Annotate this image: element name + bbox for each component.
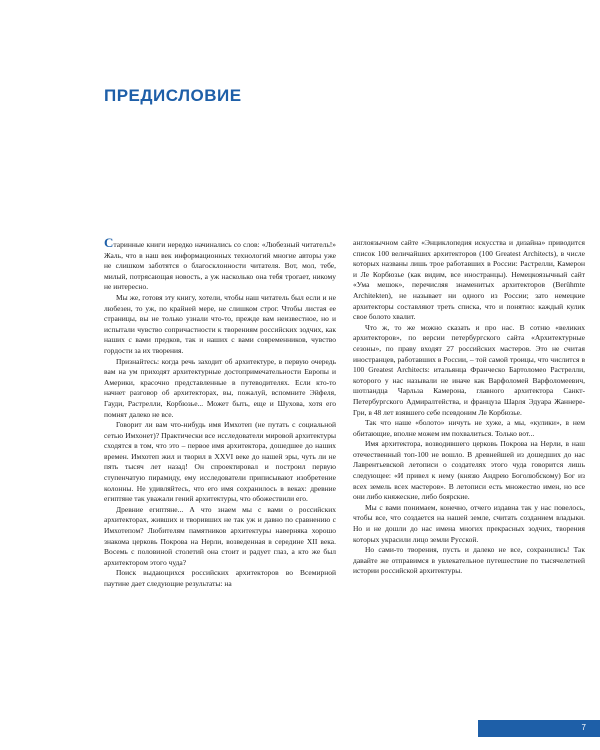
- paragraph: англоязычном сайте «Энциклопедия искусства и дизайна» приводится список 100 величайших архитекторов (100 Greatest Architects), в числе которых названы лишь трое работавших в России: Растрелли, Камерон и Ле Корбюзье (как видим, все иностранцы). Немецкоязычный сайт «Ума мешок», перечисляя знаменитых архитекторов (Berühmte Architekten), не называет ни одного из России; зато немецкие архитекторы составляют треть списка, что и понятно: каждый кулик свое болото хвалит.: [353, 238, 585, 322]
- paragraph: Мы с вами понимаем, конечно, отчего издавна так у нас повелось, чтобы все, что создается на нашей земле, считать созданием владыки. Но и не дошли до нас имена многих прекрасных зодчих, творения которых украсили лицо земли Русской.: [353, 502, 585, 544]
- paragraph: Говорит ли вам что-нибудь имя Имхотеп (не путать с социальной сетью Имхонет)? Практически все исследователи мировой архитектуры сходятся в том, что это – первое имя архитектора, дошедшее до наших времен. Имхотеп жил и творил в XXVI веке до нашей эры, чуть ли не пять тысяч лет назад! Он спроектировал и построил первую ступенчатую пирамиду, ему исследователи приписывают изобретение колонны. Не удивляйтесь, что его имя сохранилось в веках: древние египтяне так уважали гений архитектуры, что обожествили его.: [104, 420, 336, 504]
- paragraph: Но сами-то творения, пусть и далеко не все, сохранились! Так давайте же отправимся в увлекательное путешествие по тысячелетней истории российской архитектуры.: [353, 545, 585, 576]
- paragraph: Мы же, готовя эту книгу, хотели, чтобы наш читатель был если и не любезен, то уж, по крайней мере, не слишком строг. Чтобы листая ее страницы, вы не только узнали что-то, прежде вам неизвестное, но и испытали чувство сопричастности к творениям российских зодчих, как наших с вами предков, так и наших с вами современников, чувство гордости за их творения.: [104, 292, 336, 355]
- text-column-right: [353, 238, 585, 638]
- paragraph: Что ж, то же можно сказать и про нас. В сотню «великих архитекторов», по версии петербургского сайта «Архитектурные сезоны», по праву входят 27 российских мастеров. Это не считая иностранцев, работавших в России, – той самой троицы, что числится в 100 Greatest Architects: итальянца Франческо Бартоломео Растрелли, которого у нас называли не иначе как Варфоломей Варфоломеевич, шотландца Чарльза Камерона, главного архитектора Санкт-Петербургского Адмиралтейства, и француза Шарля Эдуара Жаннере-Гри, в 48 лет взявшего себе псевдоним Ле Корбюзье.: [353, 322, 585, 417]
- text-column-left: [104, 238, 336, 650]
- paragraph: Имя архитектора, возводившего церковь Покрова на Нерли, в наш отечественный топ-100 не вошло. В древнейшей из дошедших до нас Лаврентьевской летописи о создателях этого чуда говорится лишь следующее: «И привел к нему (князю Андрею Боголюбскому) Бог из всех земель всех мастеров». В летописи есть множество имен, но все они либо княжеские, либо боярские.: [353, 439, 585, 502]
- drop-cap: С: [104, 238, 114, 250]
- paragraph: Старинные книги нередко начинались со слов: «Любезный читатель!» Жаль, что в наш век информационных технологий многие авторы уже не слишком заботятся о благосклонности читателя. Вот, мол, тебе, милый, потрясающая новость, а уж насколько она тебя трогает, никому не интересно.: [104, 238, 336, 293]
- page-number: 7: [581, 723, 586, 732]
- paragraph: Поиск выдающихся российских архитекторов во Всемирной паутине дает следующие результаты: на: [104, 568, 336, 588]
- paragraph: Признайтесь: когда речь заходит об архитектуре, в первую очередь вам на ум приходят архитектурные достопримечательности Европы и Америки, красочно представленные в путеводителях. Если кто-то начнет разговор об архитекторах, вы, пожалуй, вспомните Эйфеля, Гауди, Растрелли, Корбюзье... Может быть, еще и Шухова, хотя его помнят далеко не все.: [104, 356, 336, 419]
- page-title: ПРЕДИСЛОВИЕ: [104, 86, 242, 105]
- page-number-tab: [478, 720, 600, 737]
- paragraph: Так что наше «болото» ничуть не хуже, а мы, «кулики», в нем обитающие, вполне можем им похвалиться. Только вот...: [353, 418, 585, 438]
- paragraph: Древние египтяне... А что знаем мы с вами о российских архитекторах, живших и творивших не так уж и давно по сравнению с Имхотепом? Любителям памятников архитектуры наверняка хорошо знакома церковь Покрова на Нерли, возведенная в середине XII века. Восемь с половиной столетий она стоит и радует глаз, а кто же был архитектором этого чуда?: [104, 504, 336, 567]
